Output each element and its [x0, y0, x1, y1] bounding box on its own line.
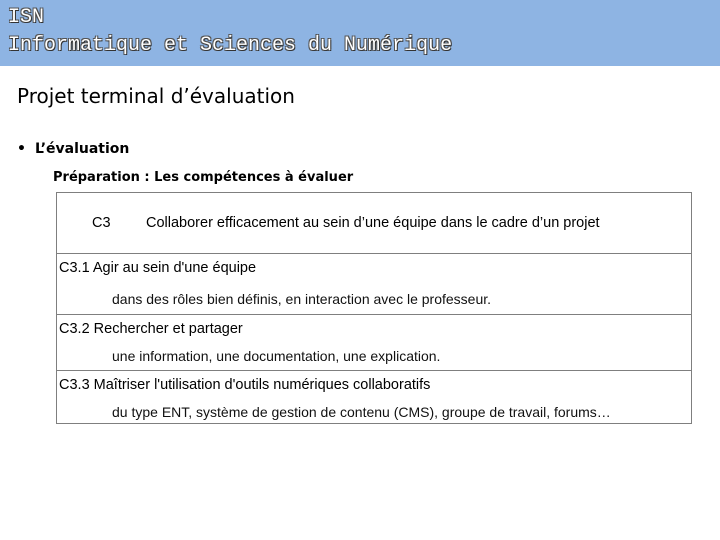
competency-table — [56, 192, 692, 424]
table-header-row — [57, 193, 691, 253]
competency-item-desc: du type ENT, système de gestion de contenu (CMS), groupe de travail, forums… — [112, 404, 611, 420]
competency-item-desc: dans des rôles bien définis, en interaction avec le professeur. — [112, 291, 492, 307]
competency-item-title: C3.2 Rechercher et partager — [59, 321, 243, 337]
bullet-item — [17, 141, 129, 157]
competency-item-title: C3.1 Agir au sein d'une équipe — [59, 260, 257, 276]
bullet-symbol: • — [17, 141, 26, 157]
table-row — [57, 370, 691, 423]
header-title-abbrev: ISN — [8, 6, 45, 29]
header-title-full: Informatique et Sciences du Numérique — [8, 34, 453, 57]
competency-heading: Collaborer efficacement au sein d’une équipe dans le cadre d’un projet — [146, 215, 600, 231]
section-subtitle: Préparation : Les compétences à évaluer — [53, 170, 354, 185]
slide-title: Projet terminal d’évaluation — [17, 84, 295, 108]
bullet-label: L’évaluation — [35, 141, 130, 157]
table-row — [57, 314, 691, 370]
header-banner — [0, 0, 720, 66]
competency-item-desc: une information, une documentation, une explication. — [112, 348, 441, 364]
competency-item-title: C3.3 Maîtriser l'utilisation d'outils numériques collaboratifs — [59, 377, 431, 393]
table-row — [57, 253, 691, 314]
competency-code: C3 — [92, 215, 111, 231]
